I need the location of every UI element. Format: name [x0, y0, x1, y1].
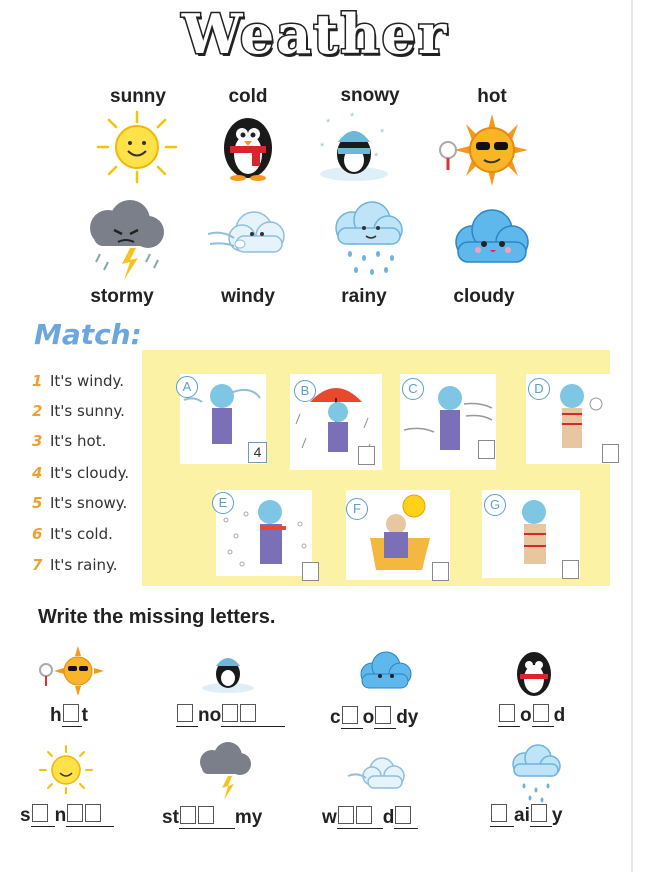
sentence-3	[32, 432, 172, 450]
letter-box[interactable]	[342, 706, 358, 724]
blank-line	[62, 704, 82, 727]
svg-text:*: *	[380, 127, 385, 139]
word-part: dy	[396, 707, 419, 728]
sentence-2	[32, 402, 172, 420]
answer-box-d[interactable]	[602, 444, 619, 463]
sentence-number: 5	[32, 494, 43, 512]
word-part: t	[81, 705, 88, 726]
letter-box[interactable]	[67, 804, 83, 822]
snowy-penguin-icon	[198, 642, 258, 694]
panel-c-letter: C	[402, 378, 424, 400]
letter-box[interactable]	[531, 804, 547, 822]
blank-line	[176, 704, 198, 727]
blank-line	[179, 806, 235, 829]
blank-line	[394, 806, 418, 829]
word-part: h	[50, 705, 62, 726]
cloud-icon	[448, 206, 534, 270]
word-part: st	[162, 807, 179, 828]
letter-box[interactable]	[177, 704, 193, 722]
word-part: y	[551, 805, 563, 826]
answer-box-a[interactable]: 4	[248, 442, 267, 463]
label-rainy: rainy	[341, 286, 387, 307]
blank-line	[341, 706, 363, 729]
word-cold	[498, 704, 565, 727]
panel-d-letter: D	[528, 378, 550, 400]
penguin-icon	[218, 110, 278, 182]
penguin-icon	[512, 648, 556, 700]
word-part: o	[362, 707, 375, 728]
panel-b-letter: B	[294, 380, 316, 402]
label-windy: windy	[221, 286, 275, 307]
wind-cloud-icon	[204, 200, 294, 270]
word-part: d	[553, 705, 566, 726]
sentence-text: It's hot.	[50, 432, 107, 450]
word-hot	[50, 704, 88, 727]
letter-box[interactable]	[338, 806, 354, 824]
answer-box-g[interactable]	[562, 560, 579, 579]
word-sunny	[20, 804, 114, 827]
rain-cloud-icon	[506, 744, 564, 804]
svg-text:*: *	[374, 151, 379, 163]
missing-letters-heading: Write the missing letters.	[38, 606, 276, 628]
label-snowy: snowy	[340, 85, 400, 106]
letter-box[interactable]	[240, 704, 256, 722]
sentence-text: It's sunny.	[50, 402, 125, 420]
page-title: Weather	[181, 2, 449, 66]
panel-e-letter: E	[212, 492, 234, 514]
sun-icon	[92, 108, 182, 186]
blank-line	[532, 704, 554, 727]
word-part: no	[198, 705, 222, 726]
word-part: my	[234, 807, 263, 828]
sentence-4	[32, 464, 172, 482]
word-snowy	[176, 704, 285, 727]
blank-line	[31, 804, 55, 827]
letter-box[interactable]	[395, 806, 411, 824]
storm-cloud-icon	[78, 196, 170, 282]
svg-text:*: *	[326, 117, 331, 129]
sentence-text: It's windy.	[50, 372, 124, 390]
panel-g-letter: G	[484, 494, 506, 516]
panel-a-letter: A	[176, 376, 198, 398]
sentence-number: 6	[32, 525, 43, 543]
sentence-5	[32, 494, 172, 512]
blank-line	[66, 804, 114, 827]
svg-text:*: *	[320, 141, 325, 153]
sun-icon	[34, 744, 98, 794]
word-part: c	[330, 707, 341, 728]
letter-box[interactable]	[85, 804, 101, 822]
answer-box-f[interactable]	[432, 562, 449, 581]
sentence-number: 2	[32, 402, 43, 420]
word-windy	[322, 806, 418, 829]
answer-box-e[interactable]	[302, 562, 319, 581]
page-edge-line	[631, 0, 633, 872]
sentence-number: 3	[32, 432, 43, 450]
snowy-penguin-icon	[314, 110, 394, 184]
word-part: d	[382, 807, 395, 828]
label-stormy: stormy	[90, 286, 154, 307]
answer-box-c[interactable]	[478, 440, 495, 459]
blank-line	[490, 804, 514, 827]
word-part: w	[322, 807, 337, 828]
letter-box[interactable]	[222, 704, 238, 722]
sentence-number: 7	[32, 556, 43, 574]
word-rainy	[490, 804, 562, 827]
label-cloudy: cloudy	[453, 286, 515, 307]
letter-box[interactable]	[356, 806, 372, 824]
letter-box[interactable]	[491, 804, 507, 822]
label-hot: hot	[477, 86, 507, 107]
wind-cloud-icon	[346, 752, 410, 796]
rain-cloud-icon	[326, 198, 408, 278]
hot-sun-icon	[436, 112, 528, 188]
word-part: ai	[514, 805, 530, 826]
sentence-text: It's snowy.	[50, 494, 128, 512]
hot-sun-icon	[36, 646, 106, 696]
svg-text:*: *	[350, 111, 355, 123]
word-cloudy	[330, 706, 418, 729]
word-stormy	[162, 806, 262, 829]
answer-box-b[interactable]	[358, 446, 375, 465]
label-cold: cold	[228, 86, 268, 107]
letter-box[interactable]	[499, 704, 515, 722]
letter-box[interactable]	[63, 704, 79, 722]
blank-line	[498, 704, 520, 727]
letter-box[interactable]	[32, 804, 48, 822]
sentence-1	[32, 372, 172, 390]
sentence-number: 4	[32, 464, 43, 482]
word-part: o	[520, 705, 532, 726]
panel-f-letter: F	[346, 498, 368, 520]
blank-line	[374, 706, 396, 729]
sentence-text: It's cloudy.	[50, 464, 130, 482]
sentence-text: It's cold.	[50, 525, 113, 543]
word-part: n	[54, 805, 67, 826]
sentence-text: It's rainy.	[50, 556, 118, 574]
storm-cloud-icon	[192, 740, 256, 802]
letter-box[interactable]	[375, 706, 391, 724]
word-part: s	[20, 805, 31, 826]
blank-line	[530, 804, 552, 827]
sentence-number: 1	[32, 372, 43, 390]
letter-box[interactable]	[198, 806, 214, 824]
blank-line	[221, 704, 285, 727]
blank-line	[337, 806, 383, 829]
cloud-icon	[356, 650, 414, 694]
sentence-7	[32, 556, 172, 574]
label-sunny: sunny	[110, 86, 166, 107]
match-heading: Match:	[34, 318, 142, 351]
sentence-6	[32, 525, 172, 543]
letter-box[interactable]	[533, 704, 549, 722]
letter-box[interactable]	[180, 806, 196, 824]
